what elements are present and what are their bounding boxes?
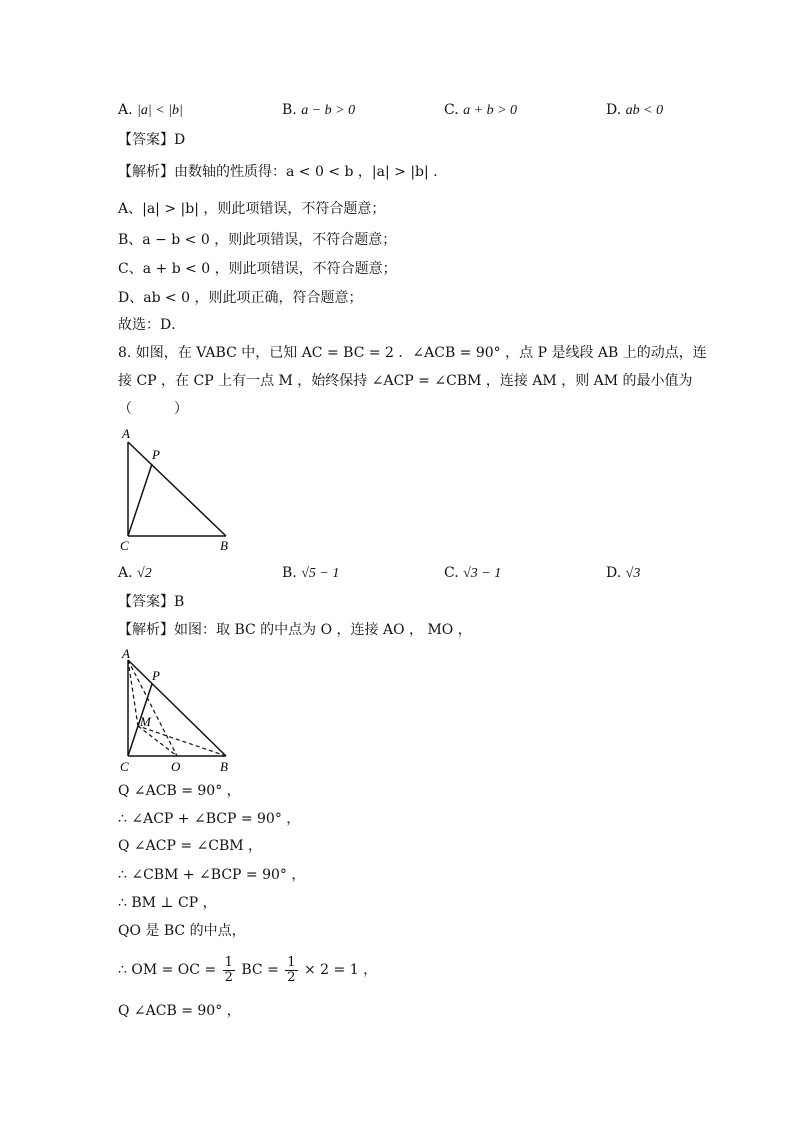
numerator: 1: [287, 954, 296, 970]
q7-option-a: [118, 101, 183, 120]
frac-suffix: × 2 = 1 ，: [304, 962, 378, 978]
q7-answer: 【答案】D: [118, 132, 186, 148]
option-letter: B.: [282, 102, 297, 118]
segment-am: [128, 660, 138, 726]
q8-option-d: [606, 564, 640, 583]
option-expr: ab < 0: [625, 103, 664, 118]
label-a: A: [122, 426, 130, 441]
q8-analysis: 【解析】如图：取 BC 的中点为 O ，连接 AO ， MO ，: [118, 622, 472, 638]
q7-line-a: A、|a| > |b| ，则此项错误，不符合题意；: [118, 201, 386, 217]
step-3: Q ∠ACP = ∠CBM ，: [118, 838, 263, 854]
segment-bm: [138, 726, 226, 756]
label-c: C: [120, 538, 129, 552]
q7-option-d: [606, 101, 663, 120]
q7-conclusion: 故选：D．: [118, 317, 186, 333]
option-expr: √3: [625, 566, 641, 581]
option-expr: √2: [137, 566, 152, 581]
step-6: QO 是 BC 的中点，: [118, 923, 246, 939]
option-letter: A.: [118, 565, 133, 581]
q8-option-a: [118, 564, 152, 583]
option-letter: D.: [606, 102, 622, 118]
segment-cp: [128, 464, 152, 536]
label-c: C: [120, 759, 129, 774]
label-p: P: [152, 447, 160, 462]
q8-stem-line3: （ ）: [118, 401, 188, 417]
q8-figure-triangle: [112, 424, 242, 552]
option-expr: a + b > 0: [463, 103, 518, 118]
numerator: 1: [224, 954, 233, 970]
label-b: B: [220, 538, 228, 552]
option-expr: |a| < |b|: [137, 103, 183, 118]
option-letter: A.: [118, 102, 133, 118]
label-m: M: [140, 714, 151, 729]
option-letter: D.: [606, 565, 622, 581]
label-a: A: [122, 646, 130, 661]
q7-option-b: [282, 101, 355, 120]
frac-mid: BC =: [241, 962, 279, 978]
q7-line-c: C、a + b < 0 ，则此项错误，不符合题意；: [118, 261, 397, 277]
q7-line-d: D、ab < 0 ，则此项正确，符合题意；: [118, 290, 363, 306]
step-7-fraction: [118, 952, 377, 988]
frac-prefix: ∴ OM = OC =: [118, 962, 217, 978]
denominator: 2: [224, 969, 233, 985]
label-p: P: [152, 668, 160, 683]
segment-mo: [138, 726, 177, 756]
option-expr: √3 − 1: [463, 566, 502, 581]
q8-answer: 【答案】B: [118, 594, 185, 610]
side-ab: [128, 442, 226, 536]
denominator: 2: [287, 969, 296, 985]
step-2: ∴ ∠ACP + ∠BCP = 90° ，: [118, 811, 301, 827]
option-expr: a − b > 0: [301, 103, 356, 118]
option-expr: √5 − 1: [301, 566, 340, 581]
option-letter: B.: [282, 565, 297, 581]
fraction-one-half-a: [223, 956, 235, 985]
side-ab: [128, 660, 226, 756]
label-b: B: [220, 759, 228, 774]
q8-stem-line2: 接 CP ，在 CP 上有一点 M ，始终保持 ∠ACP = ∠CBM ，连接 AM ，则 AM 的最小值为: [118, 373, 693, 389]
q8-option-b: [282, 564, 339, 583]
q7-option-c: [444, 101, 517, 120]
q7-line-b: B、a − b < 0 ，则此项错误，不符合题意；: [118, 232, 397, 248]
step-4: ∴ ∠CBM + ∠BCP = 90° ，: [118, 867, 306, 883]
label-o: O: [171, 759, 181, 774]
step-8: Q ∠ACB = 90° ，: [118, 1003, 241, 1019]
step-1: Q ∠ACB = 90° ，: [118, 783, 241, 799]
option-letter: C.: [444, 565, 459, 581]
option-letter: C.: [444, 102, 459, 118]
q8-stem-line1: 8. 如图，在 VABC 中，已知 AC = BC = 2 ．∠ACB = 90° ，点 P 是线段 AB 上的动点，连: [118, 345, 707, 361]
q8-solution-figure: [112, 646, 242, 774]
q7-analysis: 【解析】由数轴的性质得：a < 0 < b ，|a| > |b| .: [118, 164, 438, 180]
fraction-one-half-b: [285, 956, 297, 985]
step-5: ∴ BM ⊥ CP ，: [118, 895, 217, 911]
q8-option-c: [444, 564, 501, 583]
